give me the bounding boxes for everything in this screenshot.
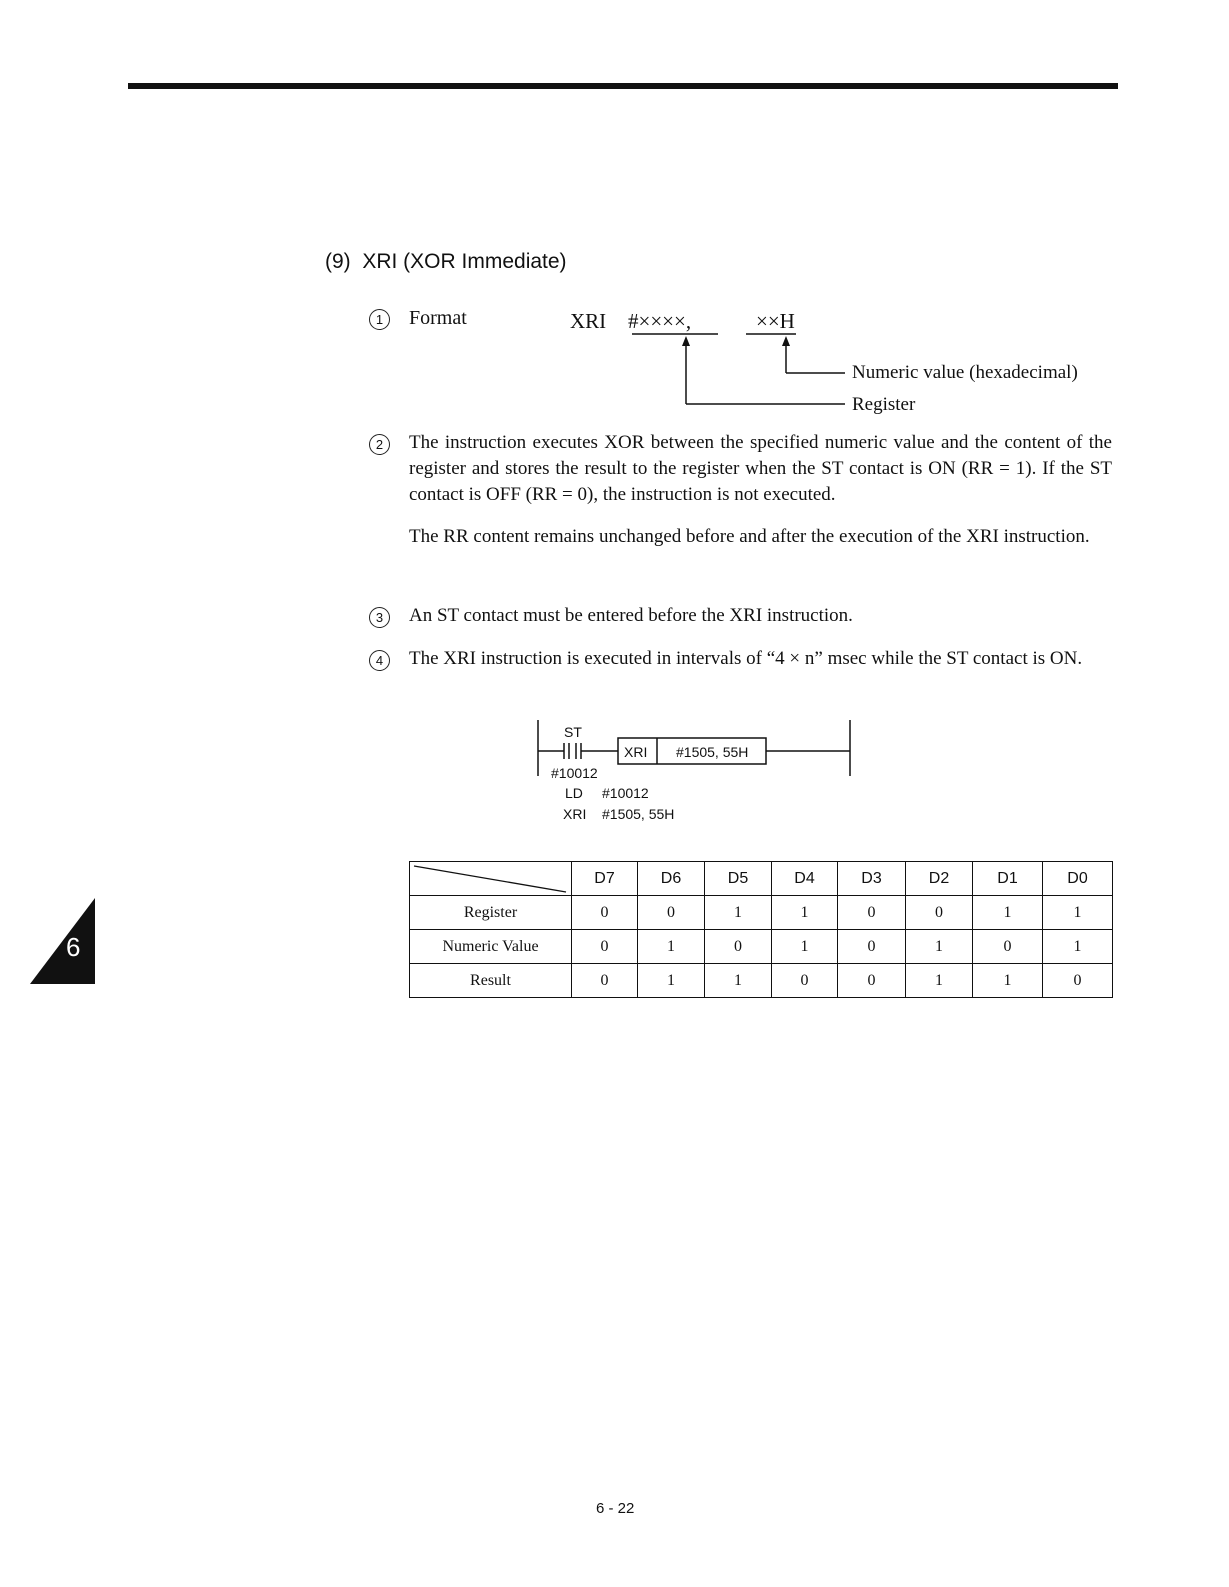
table-cell: 1 [638,930,705,964]
format-callout-lines [620,330,860,420]
item-marker-2: 2 [369,434,390,455]
top-rule [128,83,1118,89]
item-3-text: An ST contact must be entered before the XRI instruction. [409,605,853,626]
table-row [410,964,1113,998]
mnemonic-op-2: XRI [563,806,587,822]
chapter-tab-number: 6 [66,932,81,962]
callout-register: Register [852,394,916,415]
table-cell: 0 [973,930,1043,964]
table-cell: 1 [973,896,1043,930]
table-cell: 1 [1043,896,1113,930]
column-header: D4 [772,862,838,896]
item-marker-3: 3 [369,607,390,628]
section-title: XRI (XOR Immediate) [362,250,567,273]
item-4-text: The XRI instruction is executed in intervals of “4 × n” msec while the ST contact is ON. [409,648,1083,669]
column-header: D2 [906,862,973,896]
item-2-note: The RR content remains unchanged before and after the execution of the XRI instruction. [409,526,1090,547]
column-header: D6 [638,862,705,896]
ladder-contact-address: #10012 [551,765,598,781]
table-cell: 0 [906,896,973,930]
format-mnemonic: XRI [570,309,607,333]
table-cell: 1 [638,964,705,998]
format-operand-register: #××××, [628,309,692,333]
table-cell: 1 [772,930,838,964]
row-label: Register [410,896,572,930]
callout-numeric-value: Numeric value (hexadecimal) [852,362,1078,383]
format-operand-value: ××H [756,309,795,333]
mnemonic-arg-1: #10012 [602,785,649,801]
ladder-box-operand: #1505, 55H [676,744,749,760]
table-cell: 0 [638,896,705,930]
table-corner-cell [410,862,572,896]
table-cell: 1 [906,964,973,998]
table-cell: 1 [705,896,772,930]
table-cell: 0 [1043,964,1113,998]
column-header: D0 [1043,862,1113,896]
table-cell: 1 [1043,930,1113,964]
chapter-tab [30,898,95,984]
table-row [410,896,1113,930]
table-cell: 0 [838,964,906,998]
section-heading [325,250,567,274]
table-cell: 0 [572,964,638,998]
table-cell: 0 [705,930,772,964]
row-label: Numeric Value [410,930,572,964]
item-2-text: The instruction executes XOR between the specified numeric value and the content of the register and stores the result to the register when the ST contact is ON (RR = 1). If the ST contact is OFF (RR = 0), the instruction is not executed. [409,432,1112,505]
item-marker-4: 4 [369,650,390,671]
mnemonic-arg-2: #1505, 55H [602,806,675,822]
column-header: D7 [572,862,638,896]
row-label: Result [410,964,572,998]
table-row [410,930,1113,964]
item-marker-1: 1 [369,309,390,330]
section-number: (9) [325,250,351,273]
table-cell: 0 [838,896,906,930]
table-cell: 1 [973,964,1043,998]
table-cell: 1 [772,896,838,930]
column-header: D1 [973,862,1043,896]
table-cell: 1 [906,930,973,964]
column-header: D5 [705,862,772,896]
table-cell: 0 [572,896,638,930]
corner-diagonal [410,862,572,895]
table-cell: 0 [572,930,638,964]
ladder-contact-label: ST [564,724,582,740]
table-cell: 1 [705,964,772,998]
table-cell: 0 [772,964,838,998]
column-header: D3 [838,862,906,896]
table-header-row [410,862,1113,896]
page-number: 6 - 22 [596,1500,635,1517]
ladder-box-instruction: XRI [624,744,648,760]
bit-table [409,861,1113,998]
format-label: Format [409,307,467,329]
table-cell: 0 [838,930,906,964]
mnemonic-op-1: LD [565,785,583,801]
